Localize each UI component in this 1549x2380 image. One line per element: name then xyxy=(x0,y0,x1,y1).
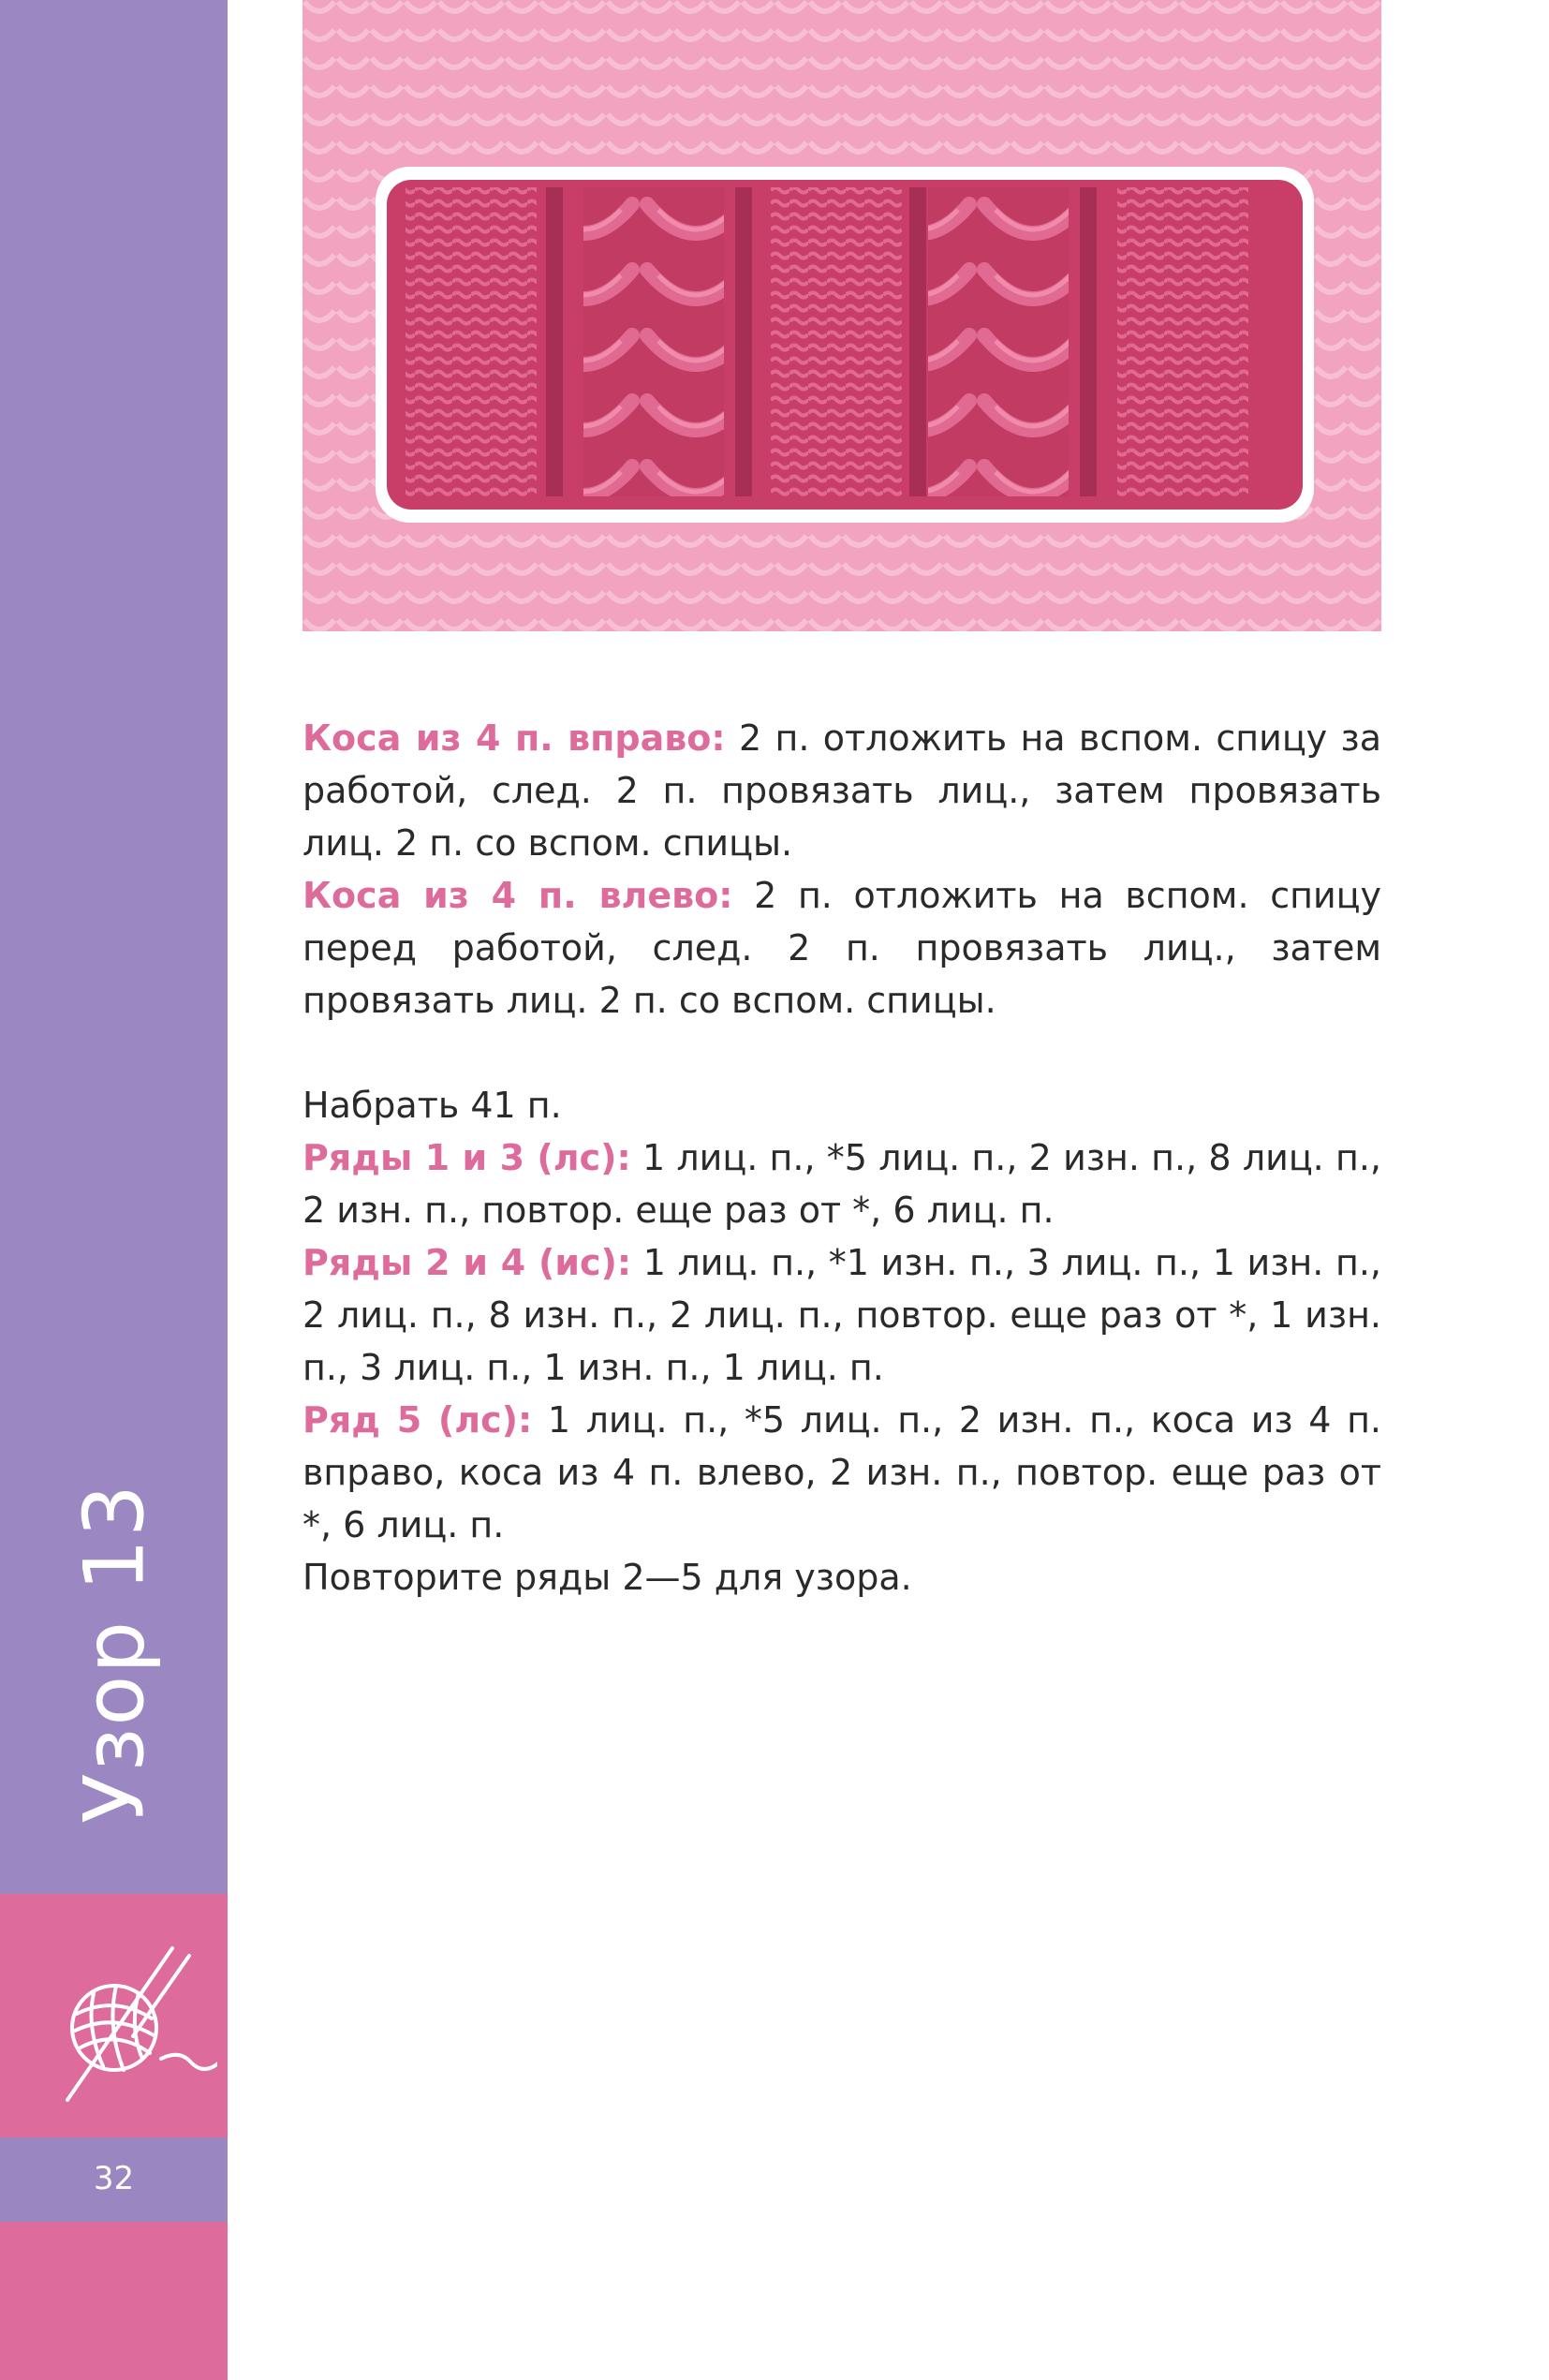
row-text: 1 лиц. п., *5 лиц. п., 2 изн. п., 8 лиц. п., 2 изн. п., повтор. еще раз от *, 6 лиц. п. xyxy=(302,1137,1382,1231)
row-text: 1 лиц. п., *5 лиц. п., 2 изн. п., коса из 4 п. вправо, коса из 4 п. влево, 2 изн. п., повтор. еще раз от *, 6 лиц. п. xyxy=(302,1399,1381,1545)
cast-on-text: Набрать 41 п. xyxy=(302,1085,562,1126)
pattern-instructions xyxy=(302,712,1381,1604)
term-label: Коса из 4 п. вправо: xyxy=(302,717,726,759)
paragraph-gap xyxy=(302,1027,1381,1079)
page-number: 32 xyxy=(93,2160,135,2197)
sidebar xyxy=(0,0,228,2380)
knitting-sample-photo xyxy=(302,0,1381,631)
row-label: Ряды 2 и 4 (ис): xyxy=(302,1242,632,1283)
term-label: Коса из 4 п. влево: xyxy=(302,875,733,916)
sidebar-bottom-band xyxy=(0,2222,228,2380)
yarn-ball-icon xyxy=(49,1939,217,2107)
row-label: Ряд 5 (лс): xyxy=(302,1399,533,1441)
pattern-title: Узор 13 xyxy=(66,1482,163,1825)
photo-background xyxy=(302,0,1381,631)
row-text: 1 лиц. п., *1 изн. п., 3 лиц. п., 1 изн. п., 2 лиц. п., 8 изн. п., 2 лиц. п., повтор. еще раз от *, 1 изн. п., 3 лиц. п., 1 изн. п., 1 лиц. п. xyxy=(302,1242,1381,1388)
row-instruction xyxy=(302,1394,1381,1551)
row-instruction xyxy=(302,1236,1381,1394)
row-instruction xyxy=(302,1131,1381,1236)
term-text: 2 п. отложить на вспом. спицу перед работой, след. 2 п. провязать лиц., затем провязать лиц. 2 п. со вспом. спицы. xyxy=(302,875,1381,1021)
instruction-cable-right xyxy=(302,712,1381,869)
term-text: 2 п. отложить на вспом. спицу за работой, след. 2 п. провязать лиц., затем провязать лиц. 2 п. со вспом. спицы. xyxy=(302,717,1381,864)
row-label: Ряды 1 и 3 (лс): xyxy=(302,1137,631,1178)
closing-text: Повторите ряды 2—5 для узора. xyxy=(302,1557,912,1598)
instruction-cable-left xyxy=(302,869,1381,1027)
